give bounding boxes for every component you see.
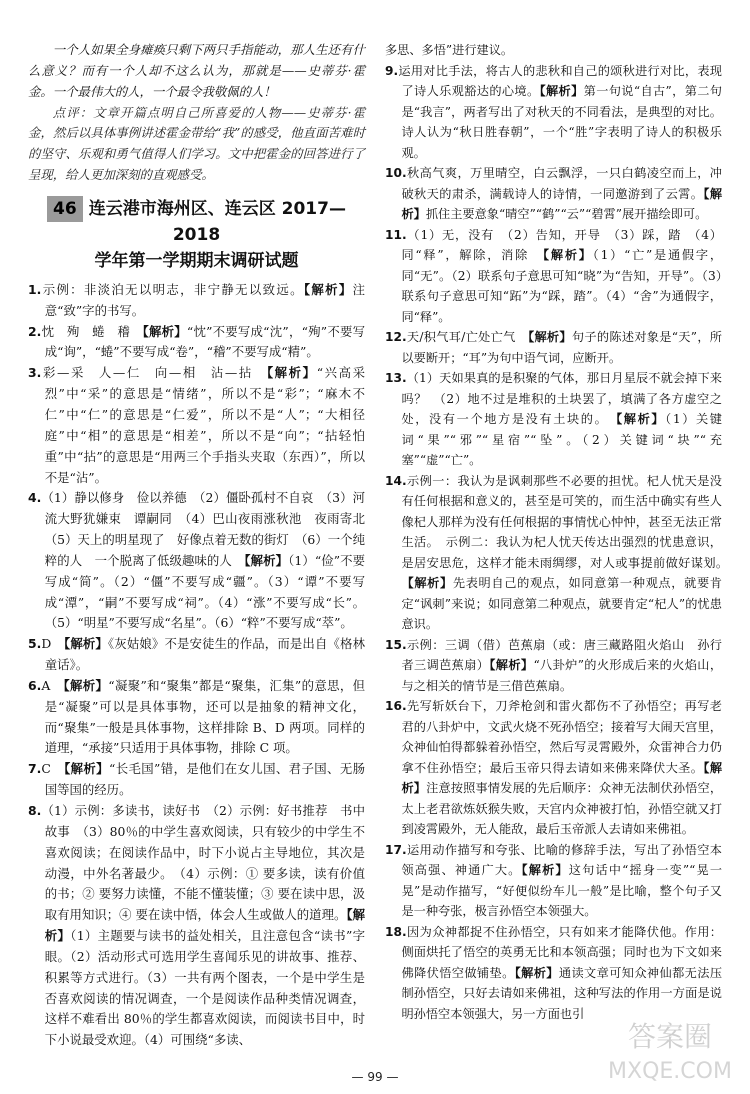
item-text: 多思、多悟”进行建议。 <box>385 43 514 57</box>
item-number: 14. <box>385 473 407 488</box>
item-text: 天/积气耳/亡处亡气 【解析】句子的陈述对象是“天”，所以要断开；“耳”为句中语气词，应断开。 <box>401 330 722 365</box>
paragraph <box>28 40 365 103</box>
analysis-tag: 【解析】 <box>64 761 109 777</box>
paragraph <box>385 40 722 61</box>
item-number: 16. <box>385 699 407 713</box>
watermark-logo <box>600 1010 740 1090</box>
item-number: 11. <box>385 227 407 242</box>
item-text: A 【解析】“凝聚”和“聚集”都是“聚集，汇集”的意思，但是“凝聚”可以是具体事物，还可以是抽象的精神文化，而“聚集”一般是具体事物，这样排除 B、D 两项。同样的道理，“承接”只适用于具体事物，排除 C 项。 <box>41 677 365 756</box>
item-number: 5. <box>28 636 42 652</box>
section-title-line2: 学年第一学期期末调研试题 <box>94 250 299 271</box>
answer-item <box>28 676 365 759</box>
watermark-line2: MXQE.COM <box>608 1059 732 1084</box>
item-text: （1）示例：多读书，读好书 （2）示例：好书推荐 书中故事 （3）80％的中学生喜欢阅读，只有较少的中学生不喜欢阅读；在阅读作品中，时下小说占主导地位，其次是动漫，中外名著最少。 （4）示例：① 要多读，读有价值的书；② 要努力读懂，不能不懂装懂；③ 要在读中思，汲取有用知识；④ 要在读中悟，体会人生或做人的道理。【解析】（1）主题要与读书的益处相关，且注意包含“读书”字眼。（2）活动形式可选用学生喜闻乐见的讲故事、推荐、积累等方式进行。（3）一共有两个图表，一个是中学生是否喜欢阅读的情况调查，一个是阅读作品种类情况调查，这样不难看出 80％的学生都喜欢阅读，而阅读书目中，时下小说最受欢迎。（4）可围绕“多读、 <box>41 803 365 1048</box>
item-number: 2. <box>28 323 42 339</box>
item-text: 示例：三调（借）芭蕉扇（或：唐三藏路阻火焰山 孙行者三调芭蕉扇）【解析】“八卦炉”的火形成后来的火焰山，与之相关的情节是三借芭蕉扇。 <box>401 637 723 693</box>
item-number: 8. <box>28 803 42 818</box>
item-text: D 【解析】《灰姑娘》不是安徒生的作品，而是出自《格林童话》。 <box>41 636 365 673</box>
right-column <box>385 40 735 1024</box>
item-text: 点评：文章开篇点明自己所喜爱的人物——史蒂芬·霍金，然后以具体事例讲述霍金带给“我”的感受，他直面苦难时的坚守、乐观和勇气值得人们学习。文中把霍金的回答进行了呈现，给人更加深刻的直观感受。 <box>28 104 365 183</box>
analysis-tag: 【解析】 <box>401 186 723 221</box>
item-text: 因为众神都捉不住孙悟空，只有如来才能降伏他。作用：侧面烘托了悟空的英勇无比和本领高强；同时也为下文如来佛降伏悟空做铺垫。【解析】通读文章可知众神仙都无法压制孙悟空，只好去请如来佛祖，这种写法的作用一方面是说明孙悟空本领强大，另一方面也引 <box>401 924 723 1021</box>
analysis-tag: 【解析】 <box>521 863 569 877</box>
answer-item <box>385 225 722 328</box>
analysis-tag: 【解析】 <box>142 323 187 339</box>
analysis-tag: 【解析】 <box>303 281 353 297</box>
answer-item <box>385 61 722 164</box>
item-number: 3. <box>28 365 42 381</box>
answer-item <box>28 363 365 488</box>
item-text: C 【解析】“长毛国”错，是他们在女儿国、君子国、无肠国等国的经历。 <box>41 761 365 798</box>
answer-item <box>385 163 722 225</box>
item-text: 运用动作描写和夸张、比喻的修辞手法，写出了孙悟空本领高强、神通广大。【解析】这句话中“摇身一变”“晃一晃”是动作描写，“好便似纷车儿一般”是比喻，整个句子又是一种夸张，极言孙悟空本领强大。 <box>401 842 723 918</box>
analysis-tag: 【解析】 <box>616 412 666 426</box>
item-text: （1）静以修身 俭以养德 （2）僵卧孤村不自哀 （3）河流大野犹嫌束 谭嗣同 （4）巴山夜雨涨秋池 夜雨寄北 （5）天上的明星现了 好像点着无数的街灯 （6）一个纯粹的人 一个脱离了低级趣味的人 【解析】（1）“俭”不要写成“简”。（2）“僵”不要写成“疆”。（3）“谭”不要写成“潭”，“嗣”不要写成“祠”。（4）“涨”不要写成“长”。（5）“明星”不要写成“名星”。（6）“粹”不要写成“萃”。 <box>41 490 378 631</box>
analysis-tag: 【解析】 <box>543 248 593 262</box>
analysis-tag: 【解析】 <box>514 965 559 980</box>
item-text: 一个人如果全身瘫痪只剩下两只手指能动，那人生还有什么意义？而有一个人却不这么认为，那就是——史蒂芬·霍金。一个最伟大的人，一个最令我敬佩的人！ <box>28 42 365 99</box>
section-number: 46 <box>47 196 83 222</box>
item-text: 秋高气爽，万里晴空，白云飘浮，一只白鹤凌空而上，冲破秋天的肃杀，满载诗人的诗情，一同邀游到了云霄。【解析】抓住主要意象“晴空”“鹤”“云”“碧霄”展开描绘即可。 <box>401 166 723 221</box>
section-heading <box>28 196 365 274</box>
analysis-tag: 【解析】 <box>539 84 584 98</box>
answer-item <box>28 759 365 801</box>
answer-item <box>385 635 722 697</box>
analysis-tag: 【解析】 <box>489 658 534 672</box>
item-number: 10. <box>385 166 407 180</box>
left-column <box>28 40 378 1051</box>
item-number: 12. <box>385 330 407 344</box>
answer-item <box>385 922 722 1025</box>
answer-item <box>385 368 722 471</box>
answer-item <box>385 840 722 922</box>
page-number: — 99 — <box>351 1070 399 1084</box>
item-text: 先写斩妖台下，刀斧枪剑和雷火都伤不了孙悟空；再写老君的八卦炉中，文武火烧不死孙悟空；接着写大闹天宫里，众神仙怕得都躲着孙悟空，然后写灵霄殿外，众雷神合力仍拿不住孙悟空；最后玉帝只得去请如来佛来降伏大圣。【解析】注意按照事情发展的先后顺序：众神无法制伏孙悟空，太上老君欲炼妖猴失败，天宫内众神被打怕，孙悟空就又打到凌霄殿外，无人能敌，最后玉帝派人去请如来佛祖。 <box>401 699 723 836</box>
answer-item <box>385 471 735 635</box>
analysis-tag: 【解析】 <box>44 907 365 944</box>
item-number: 7. <box>28 761 42 777</box>
analysis-tag: 【解析】 <box>266 365 317 381</box>
paragraph <box>28 103 365 186</box>
item-text: 示例一：我认为是讽刺那些不必要的担忧。杞人忧天是没有任何根据和意义的，甚至是可笑的，而生活中确实有些人像杞人那样为没有任何根据的事情忧心忡忡，甚至无法正常生活。 示例二：我认为杞人忧天传达出强烈的忧患意识，是居安思危，这样才能未雨绸缪，对人或事提前做好谋划。 【解析】先表明自己的观点，如同意第一种观点，就要肯定“讽刺”来说；如同意第二种观点，就要肯定“杞人”的忧患意识。 <box>401 473 735 631</box>
answer-item <box>28 322 365 364</box>
analysis-tag: 【解析】 <box>528 330 572 344</box>
item-text: （1）无，没有 （2）告知，开导 （3）踩，踏 （4）同“释”，解除，消除 【解析】（1）“亡”是通假字，同“无”。（2）联系句子意思可知“晓”为“告知，开导”。（3）联系句子意思可知“跖”为“踩，踏”。（4）“舍”为通假字，同“释”。 <box>401 227 723 324</box>
analysis-tag: 【解析】 <box>244 552 289 568</box>
answer-item <box>28 634 365 676</box>
item-number: 6. <box>28 677 42 693</box>
item-number: 4. <box>28 490 42 506</box>
item-text: 忱 殉 蜷 稽 【解析】“忱”不要写成“沈”，“殉”不要写成“询”，“蜷”不要写成“卷”，“稽”不要写成“精”。 <box>41 323 365 360</box>
item-number: 1. <box>28 281 42 297</box>
answer-item <box>28 488 378 634</box>
item-text: 彩—采 人—仁 向—相 沾—拈 【解析】“兴高采烈”中“采”的意思是“情绪”，所以不是“彩”；“麻木不仁”中“仁”的意思是“仁爱”，所以不是“人”；“大相径庭”中“相”的意思是“相差”，所以不是“向”；“拈轻怕重”中“拈”的意思是“用两三个手指头夹取（东西）”，所以不是“沾”。 <box>41 365 366 485</box>
analysis-tag: 【解析】 <box>401 576 453 590</box>
item-number: 13. <box>385 371 407 385</box>
section-title-line1: 连云港市海州区、连云区 2017—2018 <box>88 198 346 245</box>
item-text: （1）天如果真的是积聚的气体，那日月星辰不就会掉下来吗？ （2）地不过是堆积的土块罢了，填满了各方虚空之处，没有一个地方是没有土块的。 【解析】（1）关键词“果”“邪”“星宿”“坠”。（2）关键词“块”“充塞”“虚”“亡”。 <box>401 371 722 467</box>
item-number: 18. <box>385 924 407 939</box>
answer-item <box>385 327 722 368</box>
analysis-tag: 【解析】 <box>63 677 109 693</box>
answer-item <box>28 280 365 322</box>
answer-item <box>385 696 722 840</box>
analysis-tag: 【解析】 <box>63 636 108 652</box>
item-number: 9. <box>385 63 399 78</box>
item-number: 17. <box>385 842 407 857</box>
item-number: 15. <box>385 637 407 652</box>
item-text: 运用对比手法，将古人的悲秋和自己的颂秋进行对比，表现了诗人乐观豁达的心境。【解析】第一句说“自古”，第二句是“我言”，两者写出了对秋天的不同看法，是典型的对比。诗人认为“秋日胜春朝”，一个“胜”字表明了诗人的积极乐观。 <box>398 63 722 160</box>
item-text: 示例：非淡泊无以明志，非宁静无以致远。【解析】注意“致”字的书写。 <box>41 281 365 318</box>
analysis-tag: 【解析】 <box>401 760 723 795</box>
answer-item <box>28 801 365 1051</box>
watermark-line1: 答案圈 <box>627 1020 713 1053</box>
